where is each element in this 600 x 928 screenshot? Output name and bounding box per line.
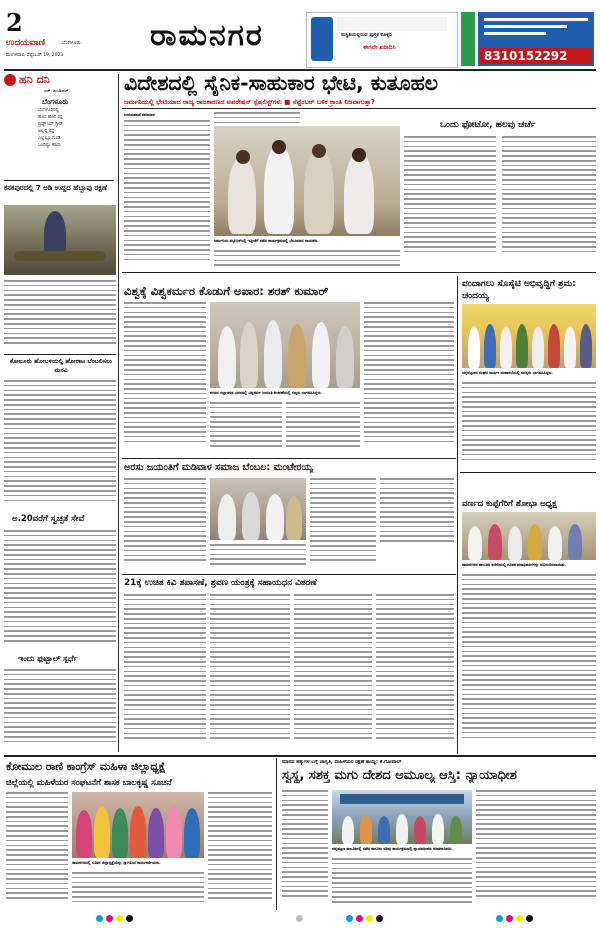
ad-banner-top <box>337 17 447 31</box>
reg-dot-3 <box>116 915 123 922</box>
section-title: ರಾಮನಗರ <box>150 18 264 53</box>
page-number: 2 <box>6 8 23 37</box>
camp-headline: 21ಕ್ಕೆ ಉಚಿತ ಕಿವಿ ತಪಾಸಣೆ, ಶ್ರವಣ ಯಂತ್ರಕ್ಕೆ ಸಹಾಯಧನ ವಿತರಣೆ <box>124 578 317 588</box>
kolur-headline-box <box>4 354 116 377</box>
vishwakarma-text-col3 <box>286 402 360 454</box>
lead-photo <box>214 126 400 236</box>
arasu-text-col2 <box>310 478 376 570</box>
congress-text-col2 <box>72 872 204 908</box>
well-photo <box>462 512 596 560</box>
well-text <box>462 574 596 752</box>
member-8-figure <box>580 324 592 368</box>
woman-7-figure <box>184 808 200 858</box>
lead-photo-caption: ಜರ್ಮನಿಯ ಮ್ಯೂನಿಕ್‌ನಲ್ಲಿ ಇತ್ತೀಚೆಗೆ ನಡೆದ ಕಾರ್ಯಕ್ರಮದಲ್ಲಿ ಭೇಟಿಯಾದ ನಾಯಕರು. <box>214 238 319 243</box>
child-4-figure <box>396 814 408 844</box>
speaker-2-figure <box>242 492 260 540</box>
snake-story-text <box>4 280 116 352</box>
python-shape <box>14 251 106 261</box>
reg-dot-10 <box>496 915 503 922</box>
vishwakarma-text-col2 <box>210 402 282 454</box>
vishwakarma-text-col1 <box>124 302 206 454</box>
reg-dot-7 <box>356 915 363 922</box>
vishwakarma-photo <box>210 302 360 388</box>
child-3-figure <box>378 816 390 844</box>
lead-rule <box>122 108 596 109</box>
lead-dateline: ಉದಯವಾಣಿ ಸಮಾಚಾರ <box>124 112 155 117</box>
leader-3-figure <box>304 148 334 234</box>
member-4-figure <box>516 324 528 368</box>
date-line: ಮಂಗಳವಾರ, ಸೆಪ್ಟೆಂಬರ್ 19, 2023 <box>6 53 64 58</box>
poem-line-3: ಬ್ರಿಡ್ಜ್ ಬಸ್ ಗ್ರೀನ್ <box>38 122 63 127</box>
guest-5-figure <box>312 322 330 388</box>
arasu-rule <box>122 458 456 459</box>
lead-headline: ವಿದೇಶದಲ್ಲಿ ಸೈನಿಕ-ಸಾಹುಕಾರ ಭೇಟಿ, ಕುತೂಹಲ <box>124 71 439 95</box>
football-story-text <box>4 669 116 751</box>
well-caption: ರಾಮನಗರದ ತಾಲೂಕು ಕಚೇರಿಯಲ್ಲಿ ನೂತನ ಪದಾಧಿಕಾರಿಗಳನ್ನು ಅಭಿನಂದಿಸಲಾಯಿತು. <box>462 562 567 567</box>
child-text-col3 <box>476 790 596 908</box>
roads-story-text <box>4 530 116 650</box>
woman-1-figure <box>76 810 92 858</box>
vandanamana-photo <box>462 304 596 368</box>
guest-2-figure <box>240 322 258 388</box>
child-1-figure <box>342 816 354 844</box>
vandanamana-headline-text: ವಂದಾಗಲು ಸೊಸೈಟಿ ಅಭಿವೃದ್ಧಿಗೆ ಶ್ರಮ: ಚಂದಯ್ಯ <box>462 279 576 301</box>
vandanamana-caption: ಚನ್ನಪಟ್ಟಣದ ಸಂಘದ ವಾರ್ಷಿಕ ಮಹಾಸಭೆಯಲ್ಲಿ ಸದಸ್ಯರು ಭಾಗವಹಿಸಿದ್ದರು. <box>462 370 554 375</box>
child-5-figure <box>414 816 426 844</box>
honey-dani-box <box>4 74 114 178</box>
left-column-divider <box>118 74 119 752</box>
honey-box-rule <box>4 180 114 181</box>
reg-dot-2 <box>106 915 113 922</box>
woman-6-figure <box>166 806 182 858</box>
leader-2-figure <box>264 144 294 234</box>
vishwakarma-caption: ನಗರದ ಜಿಲ್ಲಾಡಳಿತ ಭವನದಲ್ಲಿ ವಿಶ್ವಕರ್ಮ ಜಯಂತಿ ಆಚರಣೆಯಲ್ಲಿ ಗಣ್ಯರು ಭಾಗವಹಿಸಿದ್ದರು. <box>210 390 323 395</box>
official-1-figure <box>468 526 482 560</box>
guest-4-figure <box>288 324 306 388</box>
official-2-figure <box>488 524 502 560</box>
child-text-col2 <box>332 858 472 908</box>
phone-illustration <box>311 17 333 61</box>
guest-6-figure <box>336 326 354 388</box>
official-4-figure <box>528 524 542 560</box>
speaker-3-figure <box>266 494 284 540</box>
poem-line-4: ಅಲ್ಲಲ್ಲಿ ರಸ್ತೆ <box>38 129 55 134</box>
child-6-figure <box>432 814 444 844</box>
guest-3-figure <box>264 320 282 388</box>
advertisement-green[interactable] <box>461 12 475 66</box>
woman-2-figure <box>94 806 110 858</box>
well-rule <box>460 472 596 473</box>
child-photo <box>332 790 472 844</box>
congress-text-col1 <box>6 792 68 908</box>
reg-dot-5 <box>296 915 303 922</box>
lead-sidebar-text-1 <box>404 136 496 262</box>
leader-1-figure <box>228 156 256 234</box>
vishwakarma-headline: ವಿಶ್ವಕ್ಕೆ ವಿಶ್ವಕರ್ಮರ ಕೊಡುಗೆ ಅಪಾರ: ಶರತ್ ಕುಮಾರ್ <box>124 284 329 298</box>
registration-marks <box>0 912 600 926</box>
congress-text-col3 <box>208 792 272 908</box>
ad-copy-lines <box>484 18 588 44</box>
speaker-4-figure <box>286 496 302 540</box>
masthead <box>0 0 600 68</box>
camp-text-col1 <box>124 594 206 752</box>
reg-dot-11 <box>506 915 513 922</box>
lead-sidebar-text-2 <box>502 136 596 262</box>
lead-subhead: ಜರ್ಮನಿಯಲ್ಲಿ ಭೇಟಿಯಾದ ರಾಜ್ಯ ರಾಜಕಾರಣದ ಅಪರೇಷನ್ ಸ್ಪೆಷಲಿಸ್ಟ್‌ಗಳು ■ ಸೆಪ್ಟೆಂಬರ್ ಬಳಿಕ ಕ್ರಾಂತಿ ನಿಜವಾಗುತ್ತಾ? <box>124 98 375 106</box>
ad-phone-number: 8310152292 <box>484 49 568 63</box>
advertisement-blue[interactable] <box>478 12 594 66</box>
member-5-figure <box>532 326 544 368</box>
congress-photo <box>72 792 204 858</box>
snake-headline-text: ಕನಕಪುರದಲ್ಲಿ 7 ಅಡಿ ಉದ್ದದ ಹೆಬ್ಬಾವು ರಕ್ಷಣೆ <box>4 184 108 192</box>
well-headline: ವರ್ಣದ ಕುಪ್ಪೆಗೆರಿಗೆ ಶೋಭಾ ಅಧ್ಯಕ್ಷ <box>462 498 557 508</box>
congress-headline: ಕೋಮುಲ ರಾಣಿ ಕಾಂಗ್ರೆಸ್ ಮಹಿಳಾ ಜಿಲ್ಲಾಧ್ಯಕ್ಷೆ <box>6 760 166 773</box>
poem-line-2: ಹೊಸ ಹೊಸ ರಸ್ತೆ <box>38 115 63 120</box>
reg-dot-4 <box>126 915 133 922</box>
reg-dot-13 <box>526 915 533 922</box>
woman-3-figure <box>112 808 128 858</box>
bottom-column-divider <box>276 758 277 910</box>
lead-text-col2b <box>214 250 400 270</box>
snake-photo <box>4 205 116 275</box>
lead-bottom-rule <box>122 272 596 273</box>
member-7-figure <box>564 326 576 368</box>
reg-dot-8 <box>366 915 373 922</box>
speaker-1-figure <box>218 494 236 540</box>
bottom-band-rule <box>4 755 596 757</box>
honey-city: ಬೆಂಗಳೂರು <box>42 98 69 106</box>
official-6-figure <box>568 524 582 560</box>
child-headline: ಸ್ವಸ್ಥ, ಸಶಕ್ತ ಮಗು ದೇಶದ ಅಮೂಲ್ಯ ಆಸ್ತಿ: ನ್ಯಾಯಾಧೀಶ <box>282 768 517 783</box>
child-2-figure <box>360 814 372 844</box>
child-text-col1 <box>282 790 328 908</box>
kolur-headline: ಕೋಲೂರು ಹೋಬಳಿಯಲ್ಲಿ ಹೋರಾಟ ಬೆಂಬಲಿಸಲು ಮನವಿ <box>10 358 112 374</box>
guest-1-figure <box>218 326 236 388</box>
congress-caption: ರಾಮನಗರದಲ್ಲಿ ನೂತನ ಜಿಲ್ಲಾಧ್ಯಕ್ಷೆಯನ್ನು ಸ್ವಾಗತಿಸಿದ ಕಾರ್ಯಕರ್ತೆಯರು. <box>72 860 161 865</box>
football-headline: ಇಂದು ಫುಟ್ಬಾಲ್ ಸ್ಪರ್ಧೆ <box>18 654 78 663</box>
child-kicker: ಮಾನವ ಹಕ್ಕುಗಳ ಬಗ್ಗೆ ಜಾಗೃತಿ, ಮಹಿಳೆಯರ ರಕ್ಷಣೆ ಕಾಯ್ದೆ: ಕೆ.ಗೋಪಾಲ್ <box>282 760 402 765</box>
arasu-text-col3 <box>380 478 454 548</box>
camp-text-col4 <box>376 594 454 752</box>
poem-line-6: ಒಂದಿಷ್ಟು ಹಸಿರು <box>38 143 61 148</box>
official-5-figure <box>548 526 562 560</box>
congress-subhead: ಜಿಲ್ಲೆಯಲ್ಲಿ ಮಹಿಳೆಯರ ಸಂಘಟನೆಗೆ ಶಾಸಕ ಬಾಲಕೃಷ್ಣ ಸೂಚನೆ <box>6 777 172 787</box>
camp-text-col2 <box>210 594 290 752</box>
ad-phone-bar <box>480 48 592 64</box>
reg-dot-6 <box>346 915 353 922</box>
lead-sidebar-title: ಒಂದು ಫೋಟೋ, ಹಲವು ಚರ್ಚೆ <box>440 120 536 130</box>
member-1-figure <box>468 326 480 368</box>
vandanamana-text <box>462 382 596 470</box>
member-3-figure <box>500 326 512 368</box>
honey-brand: ಹನಿ ದನಿ <box>19 73 50 86</box>
arasu-text-col4 <box>210 544 306 570</box>
heads-row <box>232 140 382 156</box>
right-column-divider <box>457 276 458 754</box>
reg-dot-9 <box>376 915 383 922</box>
poem-line-1: ಬೆಂಗಳೂರಿನಲ್ಲಿ <box>38 108 59 113</box>
child-7-figure <box>450 816 462 844</box>
kolur-story-text <box>4 380 116 510</box>
roads-headline: ಅ.20ವರೆಗೆ ಸ್ವಚ್ಛತೆ ಸೇವೆ <box>12 514 85 524</box>
edition-label: ಬೆಂಗಳೂರು <box>62 40 81 46</box>
arasu-photo <box>210 478 306 540</box>
snake-headline <box>4 184 116 193</box>
paper-name: ಉದಯವಾಣಿ <box>6 38 46 48</box>
arasu-headline: ಅರಸು ಜಯಂತಿಗೆ ಮಡಿವಾಳ ಸಮಾಜ ಬೆಂಬಲ: ಮಂಟೇರಯ್ಯ <box>124 462 314 473</box>
woman-5-figure <box>148 808 164 858</box>
poem-line-5: ಎಲ್ಲೆಲ್ಲೂ ಗುಂಡಿ <box>38 136 61 141</box>
official-3-figure <box>508 526 522 560</box>
honey-byline: ಎಚ್. ಡುಂಡಿರಾಜ್ <box>44 88 69 93</box>
woman-4-figure <box>130 806 146 858</box>
reg-dot-12 <box>516 915 523 922</box>
child-caption: ಚನ್ನಪಟ್ಟಣ ತಾಲೂಕಿನಲ್ಲಿ ನಡೆದ ಕಾನೂನು ಅರಿವು ಕಾರ್ಯಕ್ರಮದಲ್ಲಿ ನ್ಯಾಯಾಧೀಶರು ಮಾತನಾಡಿದರು. <box>332 846 454 851</box>
camp-rule <box>122 574 456 575</box>
honey-logo-icon <box>4 74 16 86</box>
vandanamana-headline <box>462 278 596 302</box>
ad-text-1: ಸುಸ್ಥಿತಿಯಲ್ಲಿರುವ ಪುಸ್ತಕ ಕೊಳ್ಳಿರಿ <box>341 33 392 38</box>
ad-text-2: ಈಗಲೇ ಖರೀದಿಸಿ <box>363 45 396 50</box>
camp-text-col3 <box>294 594 372 752</box>
vishwakarma-text-col4 <box>364 302 454 454</box>
stage-banner <box>340 794 464 804</box>
leader-4-figure <box>344 152 374 234</box>
advertisement-book[interactable] <box>306 12 458 68</box>
member-6-figure <box>548 324 560 368</box>
arasu-text-col1 <box>124 478 206 570</box>
reg-dot-1 <box>96 915 103 922</box>
lead-text-col1 <box>124 120 210 268</box>
member-2-figure <box>484 324 496 368</box>
